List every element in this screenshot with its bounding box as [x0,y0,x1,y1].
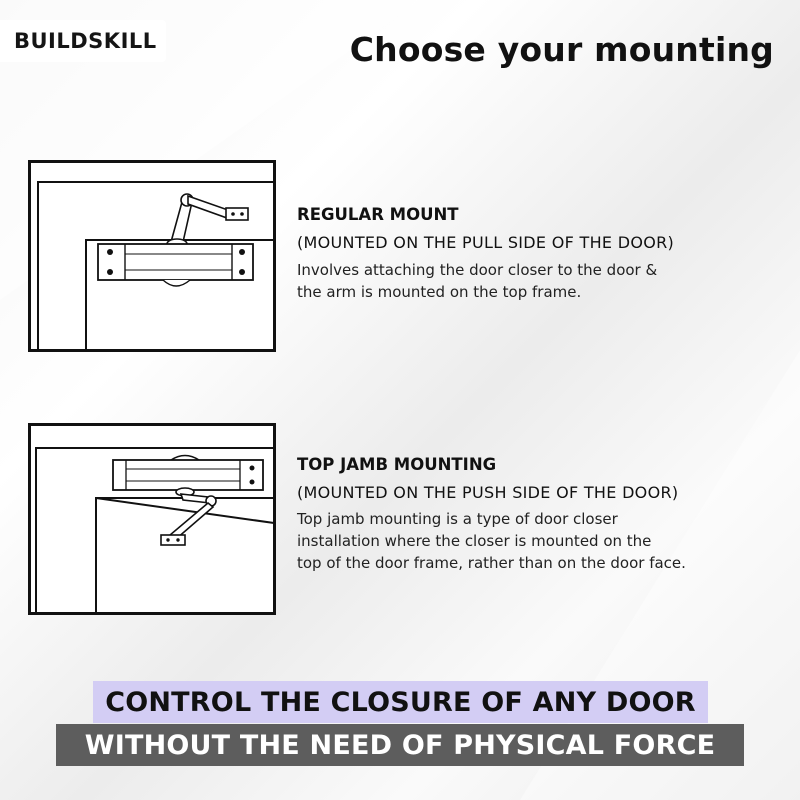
brand-logo: BUILDSKILL [0,20,166,62]
mount-title-regular: REGULAR MOUNT [297,205,459,224]
description-line: the arm is mounted on the top frame. [297,283,582,301]
banner-line-2: WITHOUT THE NEED OF PHYSICAL FORCE [56,724,744,766]
mount-description-regular [297,259,777,303]
banner-line-1: CONTROL THE CLOSURE OF ANY DOOR [93,681,708,723]
top-jamb-mount-diagram [28,423,276,615]
page-title: Choose your mounting [349,30,774,69]
description-line: Involves attaching the door closer to the door & [297,261,658,279]
description-line: Top jamb mounting is a type of door closer [297,510,618,528]
door-closer-body [98,244,253,286]
mount-description-top-jamb [297,508,777,574]
description-line: top of the door frame, rather than on the door face. [297,554,686,572]
mount-subtitle-regular: (MOUNTED ON THE PULL SIDE OF THE DOOR) [297,233,675,252]
regular-mount-diagram [28,160,276,352]
description-line: installation where the closer is mounted on the [297,532,652,550]
door-closer-body [113,456,263,491]
mount-subtitle-top-jamb: (MOUNTED ON THE PUSH SIDE OF THE DOOR) [297,483,679,502]
mount-title-top-jamb: TOP JAMB MOUNTING [297,455,497,474]
